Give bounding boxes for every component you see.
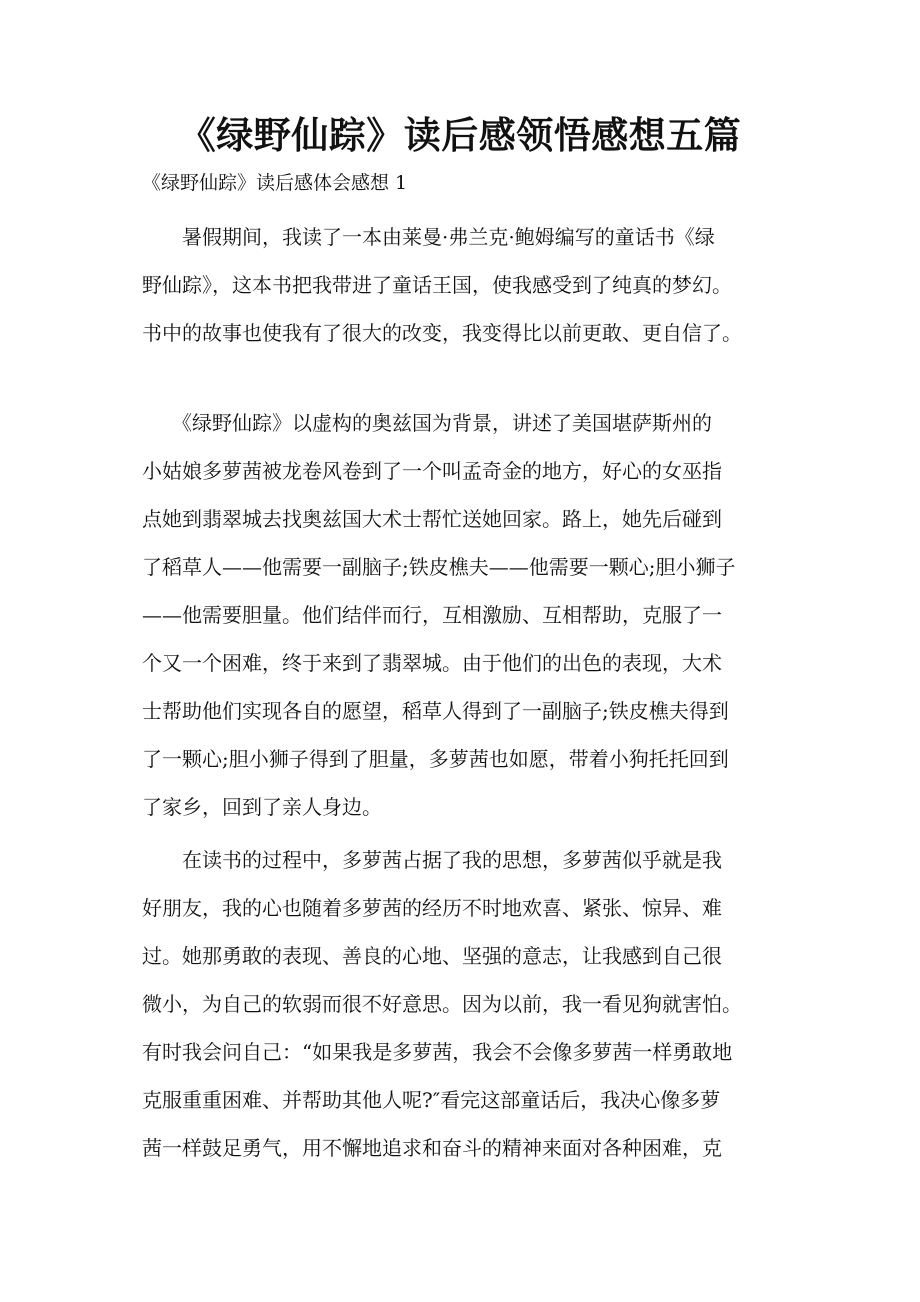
- paragraph-line: 暑假期间，我读了一本由莱曼·弗兰克·鲍姆编写的童话书《绿: [142, 225, 715, 249]
- paragraph-1: [142, 213, 782, 357]
- paragraph-line: 茜一样鼓足勇气，用不懈地追求和奋斗的精神来面对各种困难，克: [142, 1136, 722, 1160]
- paragraph-line: 了家乡，回到了亲人身边。: [142, 795, 382, 819]
- paragraph-line: 好朋友，我的心也随着多萝茜的经历不时地欢喜、紧张、惊异、难: [142, 896, 722, 920]
- paragraph-line: 点她到翡翠城去找奥兹国大术士帮忙送她回家。路上，她先后碰到: [142, 507, 722, 531]
- paragraph-line: 微小，为自己的软弱而很不好意思。因为以前，我一看见狗就害怕。: [142, 992, 742, 1016]
- paragraph-line: 有时我会问自己：“如果我是多萝茜，我会不会像多萝茜一样勇敢地: [142, 1040, 733, 1064]
- paragraph-line: 在读书的过程中，多萝茜占据了我的思想，多萝茜似乎就是我: [142, 848, 722, 872]
- document-title: 《绿野仙踪》读后感领悟感想五篇: [178, 113, 742, 157]
- paragraph-line: 了稻草人——他需要一副脑子;铁皮樵夫——他需要一颗心;胆小狮子: [142, 555, 736, 579]
- paragraph-line: 书中的故事也使我有了很大的改变，我变得比以前更敢、更自信了。: [142, 321, 742, 345]
- paragraph-line: 小姑娘多萝茜被龙卷风卷到了一个叫孟奇金的地方，好心的女巫指: [142, 459, 722, 483]
- paragraph-line: 《绿野仙踪》以虚构的奥兹国为背景，讲述了美国堪萨斯州的: [142, 411, 712, 435]
- paragraph-line: 野仙踪》，这本书把我带进了童话王国，使我感受到了纯真的梦幻。: [142, 273, 732, 297]
- paragraph-line: 士帮助他们实现各自的愿望，稻草人得到了一副脑子;铁皮樵夫得到: [142, 699, 729, 723]
- paragraph-line: 克服重重困难、并帮助其他人呢?″看完这部童话后，我决心像多萝: [142, 1088, 721, 1112]
- paragraph-line: 了一颗心;胆小狮子得到了胆量，多萝茜也如愿，带着小狗托托回到: [142, 747, 729, 771]
- paragraph-2: [142, 399, 782, 831]
- paragraph-line: ——他需要胆量。他们结伴而行，互相激励、互相帮助，克服了一: [142, 603, 722, 627]
- paragraph-line: 个又一个困难，终于来到了翡翠城。由于他们的出色的表现，大术: [142, 651, 722, 675]
- paragraph-3: [142, 836, 782, 1172]
- paragraph-line: 过。她那勇敢的表现、善良的心地、坚强的意志，让我感到自己很: [142, 944, 722, 968]
- section-heading: 《绿野仙踪》读后感体会感想 1: [142, 172, 408, 194]
